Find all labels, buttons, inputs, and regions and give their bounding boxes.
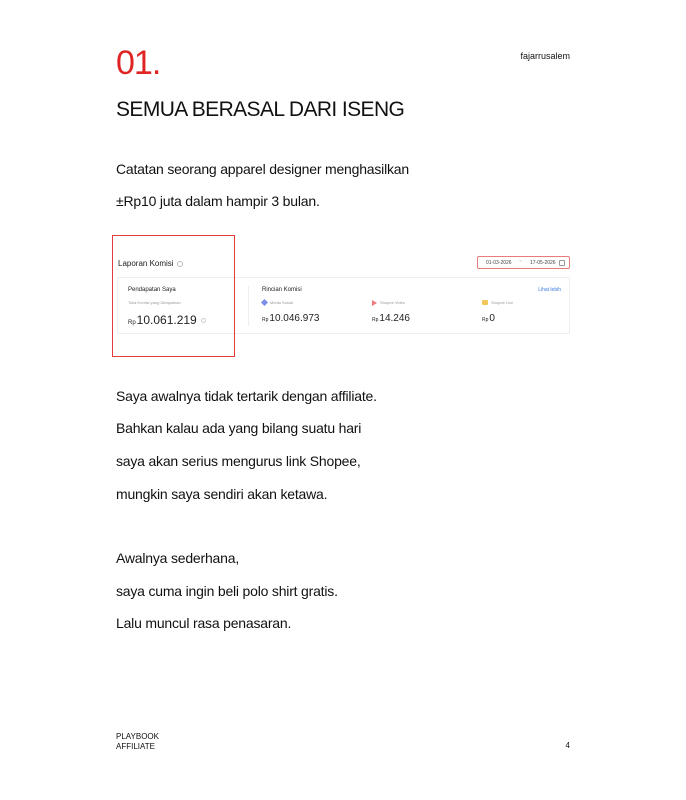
channel-video-value <box>372 313 410 324</box>
intro-line-1: Catatan seorang apparel designer menghasilkan <box>116 161 409 177</box>
date-start: 01-03-2026 <box>486 260 512 266</box>
date-range-picker[interactable] <box>477 256 570 269</box>
calendar-icon <box>559 260 565 266</box>
channel-amount: 10.046.973 <box>269 313 320 324</box>
income-highlight-box <box>112 235 235 357</box>
social-media-icon <box>261 299 268 306</box>
income-currency: Rp <box>128 320 136 326</box>
date-separator: ~ <box>519 259 522 265</box>
channel-social-value <box>262 313 319 324</box>
live-icon <box>482 300 488 305</box>
body-line-4: mungkin saya sendiri akan ketawa. <box>116 486 328 502</box>
channel-currency: Rp <box>372 317 379 323</box>
date-end: 17-05-2026 <box>530 260 556 266</box>
card-divider <box>248 286 249 326</box>
chapter-number: 01. <box>116 44 161 82</box>
body-line-7: Lalu muncul rasa penasaran. <box>116 615 292 631</box>
play-icon <box>372 300 377 306</box>
channel-video-label <box>372 300 405 306</box>
channel-live-label <box>482 300 513 305</box>
author-name: fajarrusalem <box>520 51 570 61</box>
channel-name: Shopee Live <box>491 300 514 305</box>
intro-line-2: ±Rp10 juta dalam hampir 3 bulan. <box>116 193 320 209</box>
details-title: Rincian Komisi <box>262 287 302 293</box>
footer-label-line-1: PLAYBOOK <box>116 732 159 741</box>
channel-social-label <box>262 300 293 305</box>
income-amount: 10.061.219 <box>136 313 197 327</box>
channel-name: Media Sosial <box>270 300 293 305</box>
income-title: Pendapatan Saya <box>128 287 176 293</box>
footer-label-line-2: AFFILIATE <box>116 742 155 751</box>
channel-currency: Rp <box>482 317 489 323</box>
channel-amount: 0 <box>489 313 495 324</box>
body-line-2: Bahkan kalau ada yang bilang suatu hari <box>116 420 362 436</box>
channel-live-value <box>482 313 495 324</box>
report-title-text: Laporan Komisi <box>118 259 174 268</box>
body-line-6: saya cuma ingin beli polo shirt gratis. <box>116 583 338 599</box>
page-number: 4 <box>565 741 570 750</box>
channel-name: Shopee Video <box>380 300 406 306</box>
body-line-3: saya akan serius mengurus link Shopee, <box>116 453 361 469</box>
page-title: SEMUA BERASAL DARI ISENG <box>116 98 405 121</box>
see-details-link[interactable]: Lihat lebih <box>538 287 561 293</box>
body-line-5: Awalnya sederhana, <box>116 550 240 566</box>
channel-currency: Rp <box>262 317 269 323</box>
income-subtitle: Total Komisi yang Dibayarkan <box>128 300 181 305</box>
channel-amount: 14.246 <box>379 313 410 324</box>
body-line-1: Saya awalnya tidak tertarik dengan affiliate. <box>116 388 377 404</box>
